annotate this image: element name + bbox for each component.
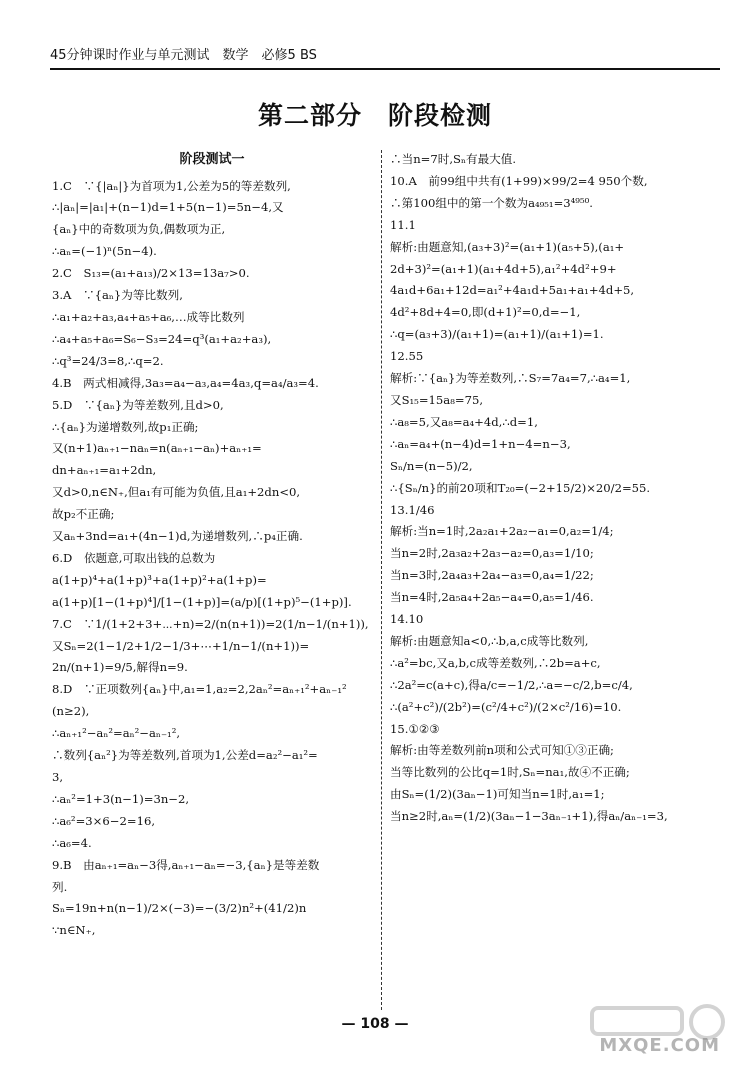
right-column: [390, 150, 720, 829]
answer-line: ∴q³=24/3=8,∴q=2.: [52, 353, 164, 368]
answer-line: ∴a₁+a₂+a₃,a₄+a₅+a₆,…成等比数列: [52, 309, 245, 324]
watermark-text: MXQE.COM: [599, 1035, 720, 1056]
right-answer-list: [390, 150, 720, 826]
answer-line: 2.C S₁₃=(a₁+a₁₃)/2×13=13a₇>0.: [52, 266, 250, 281]
answer-line: 9.B 由aₙ₊₁=aₙ−3得,aₙ₊₁−aₙ=−3,{aₙ}是等差数: [52, 857, 320, 872]
answer-line: 当等比数列的公比q=1时,Sₙ=na₁,故④不正确;: [390, 765, 630, 780]
answer-line: 解析:由等差数列前n项和公式可知①③正确;: [390, 743, 614, 758]
answer-line: 又S₁₅=15a₈=75,: [390, 392, 484, 407]
answer-line: 又(n+1)aₙ₊₁−naₙ=n(aₙ₊₁−aₙ)+aₙ₊₁=: [52, 441, 262, 456]
answer-line: {aₙ}中的奇数项为负,偶数项为正,: [52, 222, 226, 237]
answer-line: ∴aₙ=(−1)ⁿ(5n−4).: [52, 244, 157, 259]
answer-line: 14.10: [390, 612, 424, 627]
answer-line: 当n=4时,2a₅a₄+2a₅−a₄=0,a₅=1/46.: [390, 590, 594, 605]
answer-line: 2n/(n+1)=9/5,解得n=9.: [52, 660, 188, 675]
answer-line: 又d>0,n∈N₊,但a₁有可能为负值,且a₁+2dn<0,: [52, 485, 301, 500]
column-divider: [381, 150, 382, 1010]
answer-line: 故p₂不正确;: [52, 507, 115, 522]
answer-line: 列.: [52, 879, 68, 894]
answer-line: ∴a₆=4.: [52, 835, 92, 850]
answer-line: 11.1: [390, 217, 416, 232]
answer-line: ∴a₈=5,又a₈=a₄+4d,∴d=1,: [390, 414, 538, 429]
page-header: 45分钟课时作业与单元测试 数学 必修5 BS: [50, 44, 720, 70]
answer-line: dn+aₙ₊₁=a₁+2dn,: [52, 463, 157, 478]
answer-line: ∴{Sₙ/n}的前20项和T₂₀=(−2+15/2)×20/2=55.: [390, 480, 651, 495]
answer-line: ∴a₄+a₅+a₆=S₆−S₃=24=q³(a₁+a₂+a₃),: [52, 331, 272, 346]
answer-line: 5.D ∵{aₙ}为等差数列,且d>0,: [52, 397, 224, 412]
answer-line: 当n≥2时,aₙ=(1/2)(3aₙ−1−3aₙ₋₁+1),得aₙ/aₙ₋₁=3,: [390, 809, 668, 824]
answer-line: 解析:由题意知,(a₃+3)²=(a₁+1)(a₅+5),(a₁+: [390, 239, 625, 254]
answer-line: 又Sₙ=2(1−1/2+1/2−1/3+⋯+1/n−1/(n+1))=: [52, 638, 310, 653]
answer-line: ∴aₙ₊₁²−aₙ²=aₙ²−aₙ₋₁²,: [52, 726, 181, 741]
answer-line: ∴|aₙ|=|a₁|+(n−1)d=1+5(n−1)=5n−4,又: [52, 200, 284, 215]
answer-line: ∴q=(a₃+3)/(a₁+1)=(a₁+1)/(a₁+1)=1.: [390, 327, 604, 342]
answer-line: (n≥2),: [52, 704, 90, 719]
answer-line: Sₙ=19n+n(n−1)/2×(−3)=−(3/2)n²+(41/2)n: [52, 901, 307, 916]
answer-line: 由Sₙ=(1/2)(3aₙ−1)可知当n=1时,a₁=1;: [390, 787, 605, 802]
answer-line: ∴a²=bc,又a,b,c成等差数列,∴2b=a+c,: [390, 655, 601, 670]
answer-line: ∵n∈N₊,: [52, 923, 96, 938]
answer-line: ∴aₙ²=1+3(n−1)=3n−2,: [52, 791, 190, 806]
answer-line: 当n=3时,2a₄a₃+2a₄−a₃=0,a₄=1/22;: [390, 568, 594, 583]
answer-line: 7.C ∵1/(1+2+3+⋯+n)=2/(n(n+1))=2(1/n−1/(n+1)),: [52, 616, 369, 631]
answer-line: 解析:当n=1时,2a₂a₁+2a₂−a₁=0,a₂=1/4;: [390, 524, 614, 539]
answer-line: 解析:∵{aₙ}为等差数列,∴S₇=7a₄=7,∴a₄=1,: [390, 371, 631, 386]
answer-line: 3,: [52, 770, 64, 784]
answer-line: ∴a₆²=3×6−2=16,: [52, 813, 156, 828]
answer-line: ∴2a²=c(a+c),得a/c=−1/2,∴a=−c/2,b=c/4,: [390, 677, 633, 692]
left-answer-list: [52, 177, 372, 940]
answer-line: ∴当n=7时,Sₙ有最大值.: [390, 152, 517, 166]
answer-line: ∴aₙ=a₄+(n−4)d=1+n−4=n−3,: [390, 436, 571, 451]
answer-line: 4.B 两式相减得,3a₃=a₄−a₃,a₄=4a₃,q=a₄/a₃=4.: [52, 375, 319, 390]
answer-line: 10.A 前99组中共有(1+99)×99/2=4 950个数,: [390, 173, 648, 188]
section-title: 阶段测试一: [179, 152, 245, 167]
answer-line: 4d²+8d+4=0,即(d+1)²=0,d=−1,: [390, 305, 581, 320]
answer-line: ∴(a²+c²)/(2b²)=(c²/4+c²)/(2×c²/16)=10.: [390, 699, 622, 714]
answer-line: a(1+p)[1−(1+p)⁴]/[1−(1+p)]=(a/p)[(1+p)⁵−(1+p)].: [52, 594, 352, 609]
answer-line: 1.C ∵{|aₙ|}为首项为1,公差为5的等差数列,: [52, 178, 291, 193]
answer-line: 当n=2时,2a₃a₂+2a₃−a₂=0,a₃=1/10;: [390, 546, 594, 561]
answer-line: 13.1/46: [390, 502, 435, 517]
answer-line: 2d+3)²=(a₁+1)(a₁+4d+5),a₁²+4d²+9+: [390, 261, 617, 276]
answer-line: 12.55: [390, 349, 424, 364]
page-title: 第二部分 阶段检测: [257, 101, 492, 130]
answer-line: 6.D 依题意,可取出钱的总数为: [52, 550, 216, 565]
answer-line: ∴第100组中的第一个数为a₄₉₅₁=3⁴⁹⁵⁰.: [390, 195, 593, 210]
answer-line: 3.A ∵{aₙ}为等比数列,: [52, 288, 183, 303]
answer-line: Sₙ/n=(n−5)/2,: [390, 458, 473, 473]
answer-line: ∴{aₙ}为递增数列,故p₁正确;: [52, 419, 199, 434]
answer-line: ∴数列{aₙ²}为等差数列,首项为1,公差d=a₂²−a₁²=: [52, 748, 318, 763]
answer-line: a(1+p)⁴+a(1+p)³+a(1+p)²+a(1+p)=: [52, 572, 267, 587]
answer-line: 又aₙ+3nd=a₁+(4n−1)d,为递增数列,∴p₄正确.: [52, 529, 303, 544]
answer-line: 15.①②③: [390, 721, 440, 736]
answer-line: 8.D ∵正项数列{aₙ}中,a₁=1,a₂=2,2aₙ²=aₙ₊₁²+aₙ₋₁²: [52, 682, 347, 697]
page-number: — 108 —: [341, 1016, 409, 1032]
left-column: [52, 150, 372, 943]
answer-line: 4a₁d+6a₁+12d=a₁²+4a₁d+5a₁+a₁+4d+5,: [390, 283, 635, 298]
answer-line: 解析:由题意知a<0,∴b,a,c成等比数列,: [390, 633, 589, 648]
